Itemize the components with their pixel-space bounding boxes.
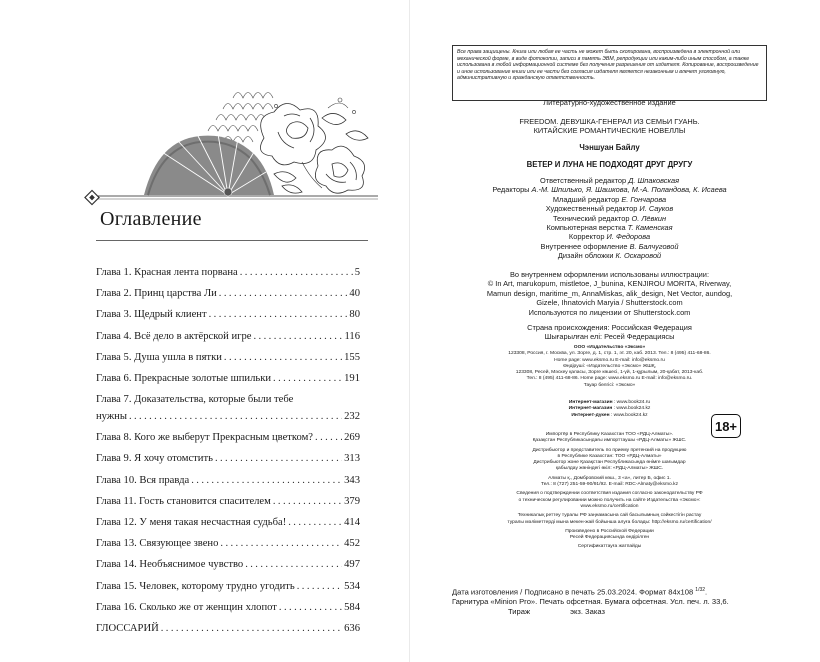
toc-leader-dots (219, 283, 348, 304)
toc-leader-dots (224, 347, 342, 368)
distribution-line: Техникалық реттеу туралы РФ заңнамасына сай басылымның сәйкестігін растау (517, 513, 702, 519)
publisher-block (452, 345, 767, 389)
toc-leader-dots (254, 326, 343, 347)
toc-entry (96, 576, 360, 597)
toc-entry (96, 470, 360, 491)
print-line: Дата изготовления / Подписано в печать 25.03.2024. Формат 84х108 $^{1/32}$. (452, 587, 708, 597)
toc-entry (96, 427, 360, 448)
origin-line: Шығарылған елі: Ресей Федерациясы (544, 332, 675, 342)
series-line: КИТАЙСКИЕ РОМАНТИЧЕСКИЕ НОВЕЛЛЫ (533, 126, 686, 136)
toc-entry-page: 379 (344, 495, 360, 507)
credit-line: Технический редактор О. Лёвкин (552, 213, 667, 223)
toc-entry-page: 534 (344, 580, 360, 592)
shop-line: Интернет-дүкен : www.book24.kz (571, 412, 648, 418)
distribution-line: Қазақстан Республикасындағы импорттаушы «РДЦ-Алматы» ЖШС. (532, 438, 687, 444)
illustrations-line: © In Art, marukopum, mistletoe, J_bunina, KENJIROU MORITA, Riverway, (487, 279, 732, 289)
toc-entry-title: Глава 15. Человек, которому трудно угодить (96, 580, 295, 592)
format-fraction: 1/32 (695, 587, 706, 593)
toc-leader-dots (240, 262, 353, 283)
toc-entry (96, 554, 360, 575)
publisher-line: Тауар белгісі: «Эксмо» (583, 382, 636, 388)
copyright-notice: Все права защищены. Книга или любая ее часть не может быть скопирована, воспроизведена в электронной или механической форме, в виде фотокопии, записи в память ЭВМ, репродукции или каким-либо иным способом, а также использована в любой информационной системе без получения разрешения от издателя. Копирование, воспроизведение и иное использование книги или ее части без согласия издателя является незаконным и влечет уголовную, административную и гражданскую ответственность. (452, 45, 767, 101)
author-name: Чэншуан Байлу (579, 143, 640, 152)
age-rating-badge: 18+ (711, 414, 741, 438)
toc-entry (96, 326, 360, 347)
toc-entry (96, 491, 360, 512)
toc-entry-title: Глава 14. Необъяснимое чувство (96, 559, 244, 571)
toc-leader-dots (279, 597, 342, 618)
credit-line: Художественный редактор И. Сауков (545, 204, 674, 214)
credit-line: Компьютерная верстка Т. Каменская (546, 223, 673, 233)
distribution-line: в Республике Казахстан: ТОО «РДЦ-Алматы» (557, 453, 662, 459)
distribution-line: Ресей Федерациясында өндірілген (569, 535, 650, 541)
series-line: FREEDOM. ДЕВУШКА-ГЕНЕРАЛ ИЗ СЕМЬИ ГУАНЬ. (519, 117, 700, 126)
toc-entry (96, 283, 360, 304)
toc-entry (96, 533, 360, 554)
toc-entry-page: 414 (344, 517, 360, 529)
credit-line: Внутреннее оформление В. Балчуговой (540, 241, 679, 251)
toc-leader-dots (273, 491, 342, 512)
publisher-line: ООО «Издательство «Эксмо» (573, 345, 646, 350)
series-title (452, 117, 767, 136)
toc-entry (96, 389, 360, 427)
print-line: Тираж экз. Заказ (508, 606, 605, 616)
toc-leader-dots (273, 368, 342, 389)
toc-entry-title: Глава 12. У меня такая несчастная судьба! (96, 517, 287, 529)
toc-divider (96, 240, 368, 241)
toc-entry (96, 597, 360, 618)
toc-leader-dots (191, 470, 342, 491)
toc-entry-page: 191 (344, 373, 360, 385)
publisher-line: Өндіруші: «Издательство «Эксмо» ЖШҚ, (563, 363, 656, 369)
illustrations-line: Mamun design, maritime_m, AnnaMiskas, alik_design, Net Vector, aundog, (486, 288, 733, 298)
toc-leader-dots (215, 448, 342, 469)
toc-entry-title: Глава 16. Сколько же от женщин хлопот (96, 601, 277, 613)
credit-line: Редакторы А.-М. Шпилько, Я. Шашкова, М.-А. Поландова, К. Исаева (492, 185, 727, 195)
toc-entry-page: 497 (344, 559, 360, 571)
distribution-line: Сертификаттауға жатпайды (577, 544, 642, 550)
toc-entry-title: Глава 9. Я хочу отомстить (96, 453, 213, 465)
toc-entry-title: Глава 5. Душа ушла в пятки (96, 351, 222, 363)
toc-entry-title: Глава 4. Всё дело в актёрской игре (96, 330, 252, 342)
credit-line: Ответственный редактор Д. Шпаковская (539, 176, 680, 185)
origin-line: Страна происхождения: Российская Федерация (527, 323, 692, 332)
toc-entry-page: 313 (344, 453, 360, 465)
toc-entry-title: Глава 11. Гость становится спасителем (96, 495, 271, 507)
toc-entry-page: 155 (344, 351, 360, 363)
shop-line: Интернет-магазин : www.book24.ru (568, 400, 651, 405)
toc-entry-page: 5 (354, 267, 360, 278)
distribution-line: Произведено в Российской Федерации (565, 528, 654, 534)
toc-entry-page: 40 (349, 288, 360, 300)
distribution-line: Дистрибьютор и представитель по приему претензий на продукцию (532, 447, 687, 453)
country-of-origin (452, 323, 767, 342)
toc-leader-dots (288, 512, 342, 533)
toc-entry-page: 584 (344, 601, 360, 613)
toc-entry-title: Глава 2. Принц царства Ли (96, 288, 217, 300)
toc-leader-dots (161, 618, 342, 639)
fan-and-peony-ornament (78, 78, 378, 208)
illustrations-line: Gizele, Ihnatovich Maryia / Shutterstock.com (536, 298, 683, 308)
toc-entry-title: Глава 1. Красная лента порвана (96, 267, 238, 278)
toc-entry-title: Глава 3. Щедрый клиент (96, 309, 207, 321)
toc-leader-dots (297, 576, 342, 597)
toc-entry-title: ГЛОССАРИЙ (96, 623, 159, 635)
distribution-line: Алматы қ., Домбровский көш., 3 «а», литер Б, офис 1. (548, 475, 671, 481)
distribution-line: Сведения о подтверждении соответствия издания согласно законодательству РФ (516, 491, 703, 497)
publisher-line: 123308, Россия, г. Москва, ул. Зорге, д. 1, стр. 1, эт. 20, каб. 2013. Тел.: 8 (495) 411-68-86. (508, 351, 711, 357)
toc-entry-title: Глава 13. Связующее звено (96, 538, 219, 550)
toc-entry-title: Глава 10. Вся правда (96, 474, 190, 486)
distribution-line: Тел.: 8 (727) 251-59-90/91/92. E-mail: RDC-Almaty@eksmo.kz (540, 482, 679, 488)
toc-leader-dots (245, 554, 342, 575)
toc-entry-title: Глава 6. Прекрасные золотые шпильки (96, 373, 272, 385)
toc-entry-page: 269 (344, 432, 360, 444)
toc-entry-title-continued: нужны (96, 411, 127, 423)
toc-entry (96, 618, 360, 639)
distribution-line: қабылдау жөніндегі өкіл: «РДЦ-Алматы» ЖШС. (555, 466, 664, 472)
toc-leader-dots (315, 427, 342, 448)
toc-entry (96, 368, 360, 389)
toc-leader-dots (209, 304, 348, 325)
distribution-line: Дистрибьютор және Қазақстан Республикасында өнімге шағымдар (533, 460, 686, 466)
toc-entry (96, 304, 360, 325)
toc-entry (96, 347, 360, 368)
toc-entry-page: 452 (344, 538, 360, 550)
toc-entry-page: 116 (344, 330, 360, 342)
genre-line: Литературно-художественное издание (543, 98, 676, 107)
toc-title: Оглавление (100, 208, 202, 230)
table-of-contents (96, 262, 360, 639)
distribution-line: www.eksmo.ru/certification (580, 503, 639, 509)
illustrations-line: Используются по лицензии от Shutterstock.com (528, 307, 691, 317)
distribution-line: Импортёр в Республику Казахстан ТОО «РДЦ-Алматы». (545, 432, 674, 437)
distribution-line: о техническом регулировании можно получить на сайте Издательства «Эксмо»: (518, 497, 701, 503)
illustrations-credits (452, 270, 767, 317)
distribution-block (452, 432, 767, 551)
illustrations-line: Во внутреннем оформлении использованы иллюстрации: (509, 270, 709, 279)
credits-block (452, 176, 767, 261)
toc-entry-page: 636 (344, 623, 360, 635)
toc-leader-dots (220, 533, 342, 554)
toc-entry (96, 448, 360, 469)
credit-line: Дизайн обложки К. Оскаровой (557, 251, 662, 261)
toc-leader-dots (129, 408, 342, 425)
toc-entry-page: 343 (344, 474, 360, 486)
shop-line: Интернет-магазин : www.book24.kz (568, 406, 651, 412)
publisher-line: Тел.: 8 (495) 411-68-86. Home page: www.eksmo.ru E-mail: info@eksmo.ru. (526, 376, 693, 382)
toc-entry (96, 512, 360, 533)
print-line: Гарнитура «Minion Pro». Печать офсетная. Бумага офсетная. Усл. печ. л. 33,6. (452, 597, 729, 607)
print-details (452, 586, 767, 616)
publisher-line: 123308, Ресей, Мәскеу қаласы, Зорге көшесі, 1-үй, 1-құрылым, 20-қабат, 2013-каб. (515, 370, 704, 376)
toc-entry-page: 80 (349, 309, 360, 321)
credit-line: Корректор И. Федорова (568, 232, 651, 242)
distribution-line: туралы мәліметтерді мына мекен-жай бойынша алуға болады: http://eksmo.ru/certification/ (507, 519, 712, 525)
toc-entry-title: Глава 7. Доказательства, которые были тебе (96, 394, 294, 406)
publisher-line: Home page: www.eksmo.ru E-mail: info@eksmo.ru (554, 357, 665, 363)
toc-entry (96, 262, 360, 283)
toc-entry-title: Глава 8. Кого же выберут Прекрасным цветком? (96, 432, 314, 444)
toc-entry-page: 232 (344, 411, 360, 423)
book-title: ВЕТЕР И ЛУНА НЕ ПОДХОДЯТ ДРУГ ДРУГУ (526, 160, 693, 169)
credit-line: Младший редактор Е. Гончарова (552, 194, 667, 204)
